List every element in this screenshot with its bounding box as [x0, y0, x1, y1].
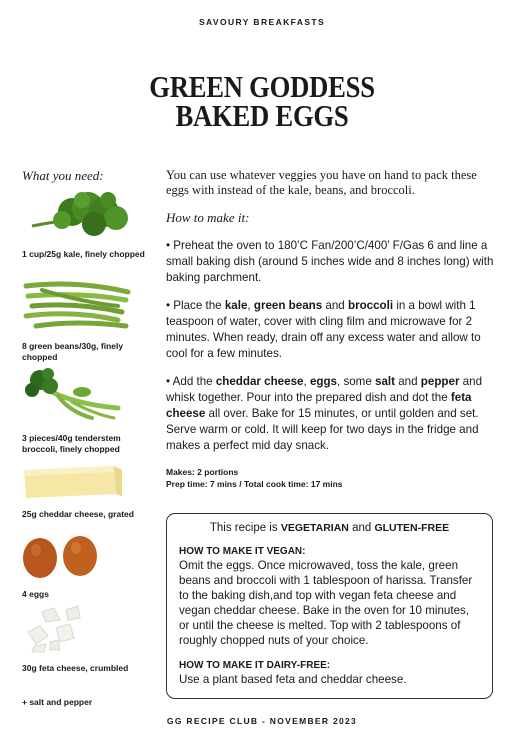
step-text: in a bowl with 1 teaspoon of water, cover with cling film and microwave for 2 minutes. When ready, drain off any excess water and allow to cool for a few minutes.	[166, 299, 481, 360]
broccoli-image	[22, 368, 134, 424]
section-label: SAVOURY BREAKFASTS	[198, 17, 326, 27]
step-text: and whisk together. Pour into the prepared dish and dot the	[166, 375, 483, 404]
gluten-free-tag: GLUTEN-FREE	[374, 522, 450, 534]
step-3	[166, 374, 496, 454]
dairy-free-heading: HOW TO MAKE IT DAIRY-FREE:	[179, 660, 331, 671]
ingredient-cheddar	[22, 464, 152, 520]
ingredient-kale	[22, 190, 152, 260]
step-text: and	[322, 299, 348, 312]
kale-image	[22, 190, 134, 240]
ingredient-label: 8 green beans/30g, finely chopped	[22, 341, 124, 362]
vegan-heading: HOW TO MAKE IT VEGAN:	[179, 546, 306, 557]
step-text: ,	[303, 375, 310, 388]
step-text: and	[395, 375, 421, 388]
step-text: • Add the	[166, 375, 216, 388]
vegetarian-tag: VEGETARIAN	[280, 522, 349, 534]
eggs-image	[22, 536, 134, 580]
ingredients-heading: What you need:	[22, 168, 104, 183]
title-line-1: GREEN GODDESS	[149, 69, 375, 104]
recipe-title	[37, 69, 488, 133]
ingredient-label: 4 eggs	[22, 589, 49, 599]
step-text: • Place the	[166, 299, 225, 312]
ingredient-feta	[22, 602, 152, 674]
vegan-instructions: Omit the eggs. Once microwaved, toss the kale, green beans and broccoli with 1 tablespoon of harissa. Transfer to the baking dish,and top with vegan feta cheese and vegan cheddar cheese. Bake in the oven for 10 minutes, or until the cheese is melted. Top with 2 tablespoons of roughly chopped nuts of your choice.	[179, 559, 473, 647]
green-beans-image	[22, 276, 134, 332]
title-line-2: BAKED EGGS	[175, 98, 349, 133]
diet-info-box	[166, 513, 493, 699]
ingredient-broccoli	[22, 368, 152, 455]
dairy-free-instructions: Use a plant based feta and cheddar cheese.	[179, 673, 407, 686]
highlight-feta: feta cheese	[166, 391, 472, 420]
ingredient-green-beans	[22, 276, 152, 363]
highlight-salt: salt	[375, 375, 395, 388]
diet-summary-text: and	[348, 522, 375, 534]
highlight-pepper: pepper	[420, 375, 460, 388]
highlight-green-beans: green beans	[253, 299, 323, 312]
diet-summary	[179, 522, 480, 534]
method-heading: How to make it:	[166, 210, 250, 225]
recipe-meta	[166, 466, 496, 490]
ingredient-label: 30g feta cheese, crumbled	[22, 663, 129, 673]
footer: GG RECIPE CLUB - NOVEMBER 2023	[166, 716, 358, 726]
step-1: • Preheat the oven to 180’C Fan/200’C/400’ F/Gas 6 and line a small baking dish (around 5 inches wide and 8 inches long) with baking parchment.	[166, 239, 494, 284]
feta-image	[22, 602, 134, 654]
highlight-cheddar: cheddar cheese	[215, 375, 304, 388]
ingredient-label: 3 pieces/40g tenderstem broccoli, finely chopped	[22, 433, 121, 454]
makes-portions: Makes: 2 portions	[166, 467, 239, 477]
ingredient-label: 25g cheddar cheese, grated	[22, 509, 134, 519]
step-text: all over. Bake for 15 minutes, or until golden and set. Serve warm or cold. It will keep for two days in the fridge and makes a perfect mid day snack.	[166, 407, 479, 452]
highlight-broccoli: broccoli	[347, 299, 394, 312]
intro-text: You can use whatever veggies you have on hand to pack these eggs with instead of the kale, beans, and broccoli.	[166, 168, 477, 197]
step-2	[166, 298, 496, 362]
ingredient-extra-label: + salt and pepper	[22, 697, 93, 707]
ingredient-extra	[22, 693, 152, 708]
method-column	[166, 168, 496, 490]
highlight-eggs: eggs	[309, 375, 337, 388]
step-text: ,	[247, 299, 254, 312]
cheddar-image	[22, 464, 134, 500]
cook-times: Prep time: 7 mins / Total cook time: 17 mins	[166, 479, 343, 489]
step-text: , some	[337, 375, 376, 388]
diet-summary-text: This recipe is	[209, 522, 281, 534]
highlight-kale: kale	[224, 299, 248, 312]
ingredient-label: 1 cup/25g kale, finely chopped	[22, 249, 145, 259]
ingredient-eggs	[22, 536, 152, 600]
